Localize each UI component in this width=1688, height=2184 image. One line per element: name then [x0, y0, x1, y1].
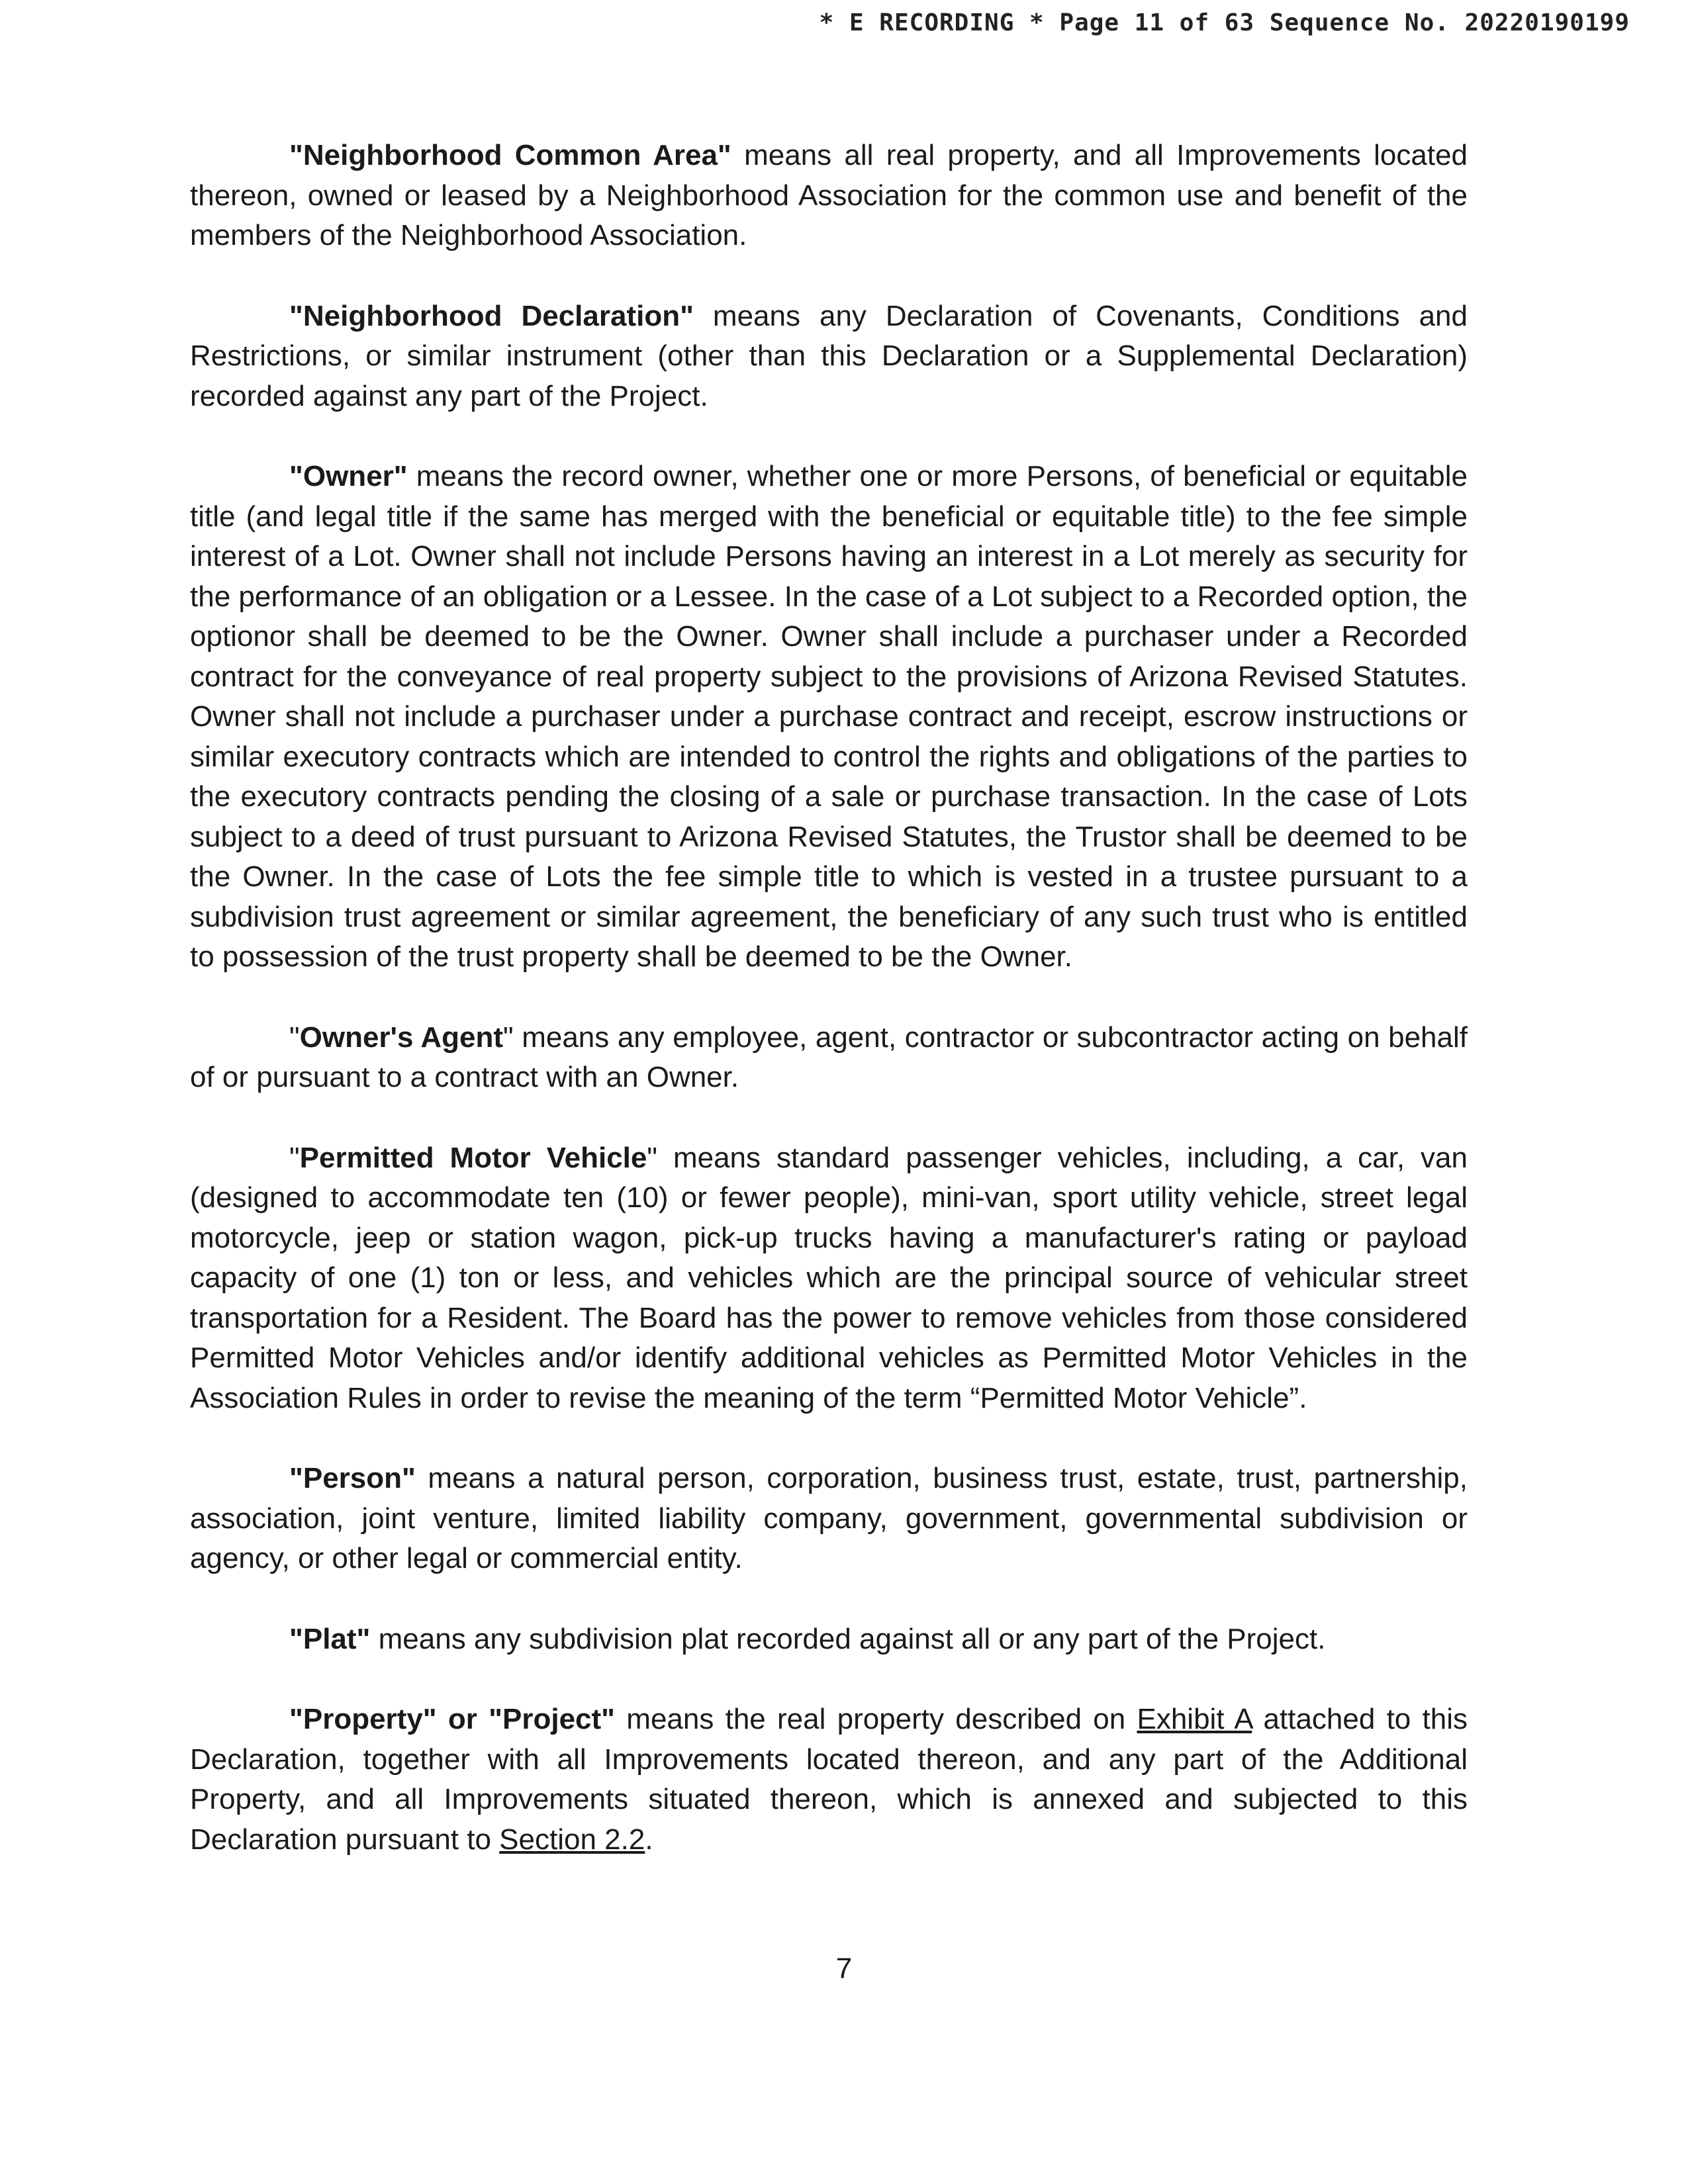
definition-term: Owner's Agent — [299, 1021, 504, 1054]
definition-text: means any subdivision plat recorded against all or any part of the Project. — [370, 1622, 1326, 1655]
definition-plat — [190, 1619, 1468, 1660]
definition-person — [190, 1459, 1468, 1579]
quote-close: " — [503, 1021, 514, 1054]
definition-term: "Neighborhood Declaration" — [289, 299, 694, 332]
definition-term: Permitted Motor Vehicle — [299, 1141, 647, 1174]
recording-stamp: * E RECORDING * Page 11 of 63 Sequence No. 20220190199 — [819, 9, 1630, 36]
page-number: 7 — [835, 1952, 853, 1985]
definition-permitted-motor-vehicle — [190, 1138, 1468, 1419]
document-body — [190, 136, 1468, 1860]
definition-owner — [190, 457, 1468, 978]
section-reference: Section 2.2 — [499, 1823, 645, 1856]
definition-text: means a natural person, corporation, business trust, estate, trust, partnership, association, joint venture, limited liability company, government, governmental subdivision or agency, or other legal or commercial entity. — [190, 1462, 1468, 1574]
quote-open: " — [289, 1141, 300, 1174]
quote-close: " — [647, 1141, 657, 1174]
definition-text: . — [645, 1823, 653, 1856]
exhibit-a-reference: Exhibit A — [1137, 1703, 1252, 1735]
definition-text: means the real property described on — [615, 1703, 1137, 1735]
definition-text: attached to this Declaration, together with all Improvements located thereon, and any part of the Additional Property, and all Improvements situated thereon, which is annexed and subjected to this Declaration pursuant to — [190, 1703, 1468, 1856]
definition-term: "Neighborhood Common Area" — [289, 139, 731, 171]
definition-text: means all real property, and all Improvements located thereon, owned or leased by a Neighborhood Association for the common use and benefit of the members of the Neighborhood Association. — [190, 139, 1468, 251]
definition-neighborhood-common-area — [190, 136, 1468, 256]
definition-property-project — [190, 1700, 1468, 1860]
definition-term: "Owner" — [289, 460, 408, 492]
definition-text: means any employee, agent, contractor or subcontractor acting on behalf of or pursuant to a contract with an Owner. — [190, 1021, 1468, 1093]
definition-neighborhood-declaration — [190, 296, 1468, 417]
definition-text: means the record owner, whether one or more Persons, of beneficial or equitable title (and legal title if the same has merged with the beneficial or equitable title) to the fee simple interest of a Lot. Owner shall not include Persons having an interest in a Lot merely as security for the performance of an obligation or a Lessee. In the case of a Lot subject to a Recorded option, the optionor shall be deemed to be the Owner. Owner shall include a purchaser under a Recorded contract for the conveyance of real property subject to the provisions of Arizona Revised Statutes. Owner shall not include a purchaser under a purchase contract and receipt, escrow instructions or similar executory contracts which are intended to control the rights and obligations of the parties to the executory contracts pending the closing of a sale or purchase transaction. In the case of Lots subject to a deed of trust pursuant to Arizona Revised Statutes, the Trustor shall be deemed to be the Owner. In the case of Lots the fee simple title to which is vested in a trustee pursuant to a subdivision trust agreement or similar agreement, the beneficiary of any such trust who is entitled to possession of the trust property shall be deemed to be the Owner. — [190, 460, 1468, 973]
quote-open: " — [289, 1021, 300, 1054]
definition-owners-agent — [190, 1018, 1468, 1098]
definition-text: means any Declaration of Covenants, Conditions and Restrictions, or similar instrument (other than this Declaration or a Supplemental Declaration) recorded against any part of the Project. — [190, 299, 1468, 412]
definition-text: means standard passenger vehicles, including, a car, van (designed to accommodate ten (10) or fewer people), mini-van, sport utility vehicle, street legal motorcycle, jeep or station wagon, pick-up trucks having a manufacturer's rating or payload capacity of one (1) ton or less, and vehicles which are the principal source of vehicular street transportation for a Resident. The Board has the power to remove vehicles from those considered Permitted Motor Vehicles and/or identify additional vehicles as Permitted Motor Vehicles in the Association Rules in order to revise the meaning of the term “Permitted Motor Vehicle”. — [190, 1141, 1468, 1414]
definition-term: "Property" or "Project" — [289, 1703, 616, 1735]
definition-term: "Person" — [289, 1462, 416, 1494]
definition-term: "Plat" — [289, 1622, 371, 1655]
